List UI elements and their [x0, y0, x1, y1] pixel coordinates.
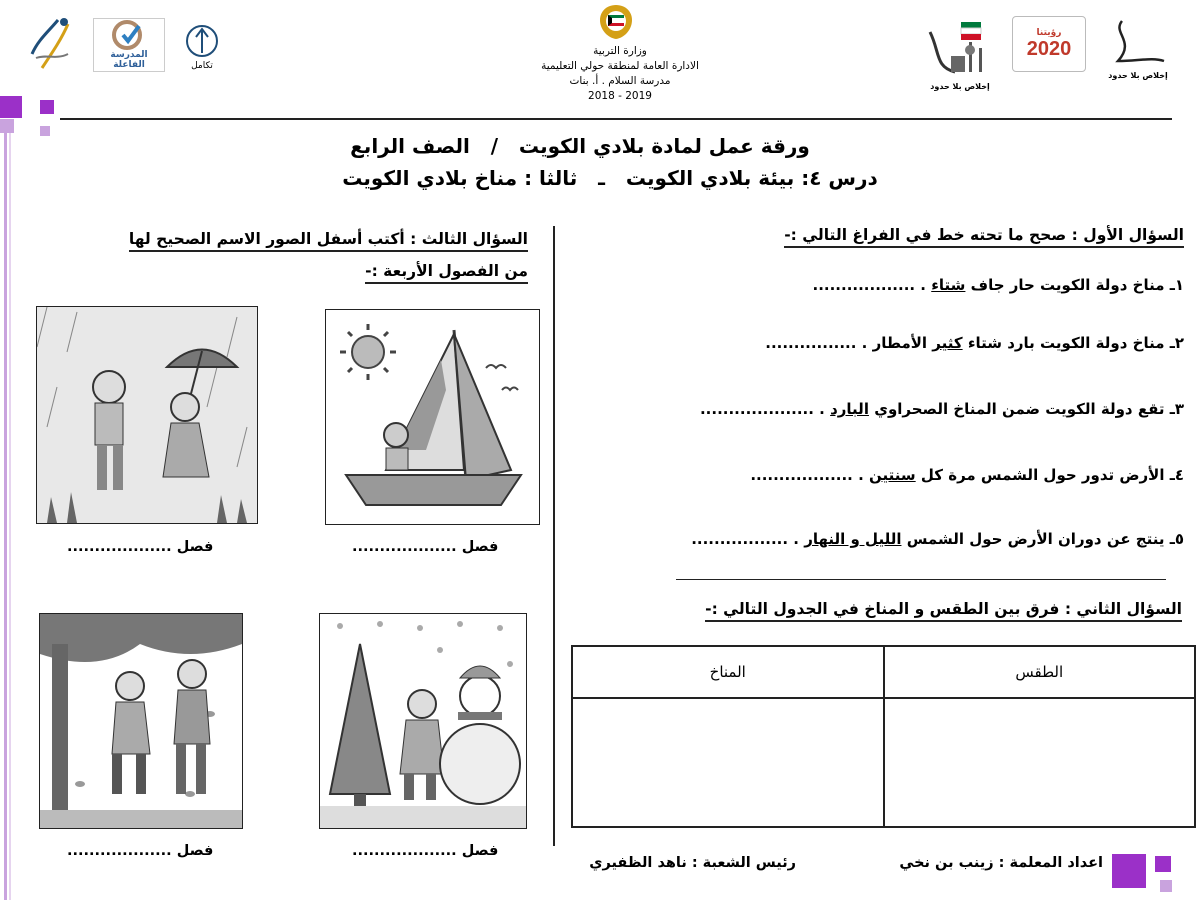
- underlined-word: البارد: [830, 400, 869, 418]
- logo-text: المدرسة الفاعلة: [110, 50, 148, 70]
- ikhlas-skyline-logo: [922, 8, 998, 94]
- season-caption[interactable]: فصل ...................: [67, 843, 214, 859]
- q1-item: [691, 530, 1184, 548]
- header-divider: [60, 118, 1172, 120]
- logo-text: 2020: [1026, 37, 1072, 60]
- question-3-title-line2: [365, 262, 528, 284]
- question-2-title: [705, 600, 1182, 622]
- decoration-square: [1155, 856, 1171, 872]
- season-caption[interactable]: فصل ...................: [352, 539, 499, 555]
- season-caption[interactable]: فصل ...................: [67, 539, 214, 555]
- kuwait-emblem: [596, 2, 636, 42]
- ministry-name: وزارة التربية: [593, 45, 647, 57]
- question-1-text: السؤال الأول : صحح ما تحته خط في الفراغ التالي :-: [784, 226, 1184, 244]
- directorate-name: الادارة العامة لمنطقة حولي التعليمية: [541, 60, 699, 72]
- weather-answer-cell[interactable]: [884, 698, 1196, 827]
- q1-item: [700, 400, 1184, 418]
- item-text: ١ـ مناخ دولة الكويت حار جاف: [965, 276, 1184, 294]
- worksheet-title: ورقة عمل لمادة بلادي الكويت / الصف الرابع: [350, 134, 810, 158]
- underlined-word: الليل و النهار: [804, 530, 902, 548]
- question-3-line1: السؤال الثالث : أكتب أسفل الصور الاسم الصحيح لها: [129, 230, 528, 252]
- question-2-text: السؤال الثاني : فرق بين الطقس و المناخ في الجدول التالي :-: [705, 600, 1182, 618]
- weather-header: الطقس: [884, 646, 1196, 698]
- swimmer-logo: [28, 14, 76, 76]
- vision-2020-logo: [1012, 16, 1086, 72]
- decoration-square: [40, 126, 50, 136]
- spring-image: [36, 306, 258, 524]
- summer-image: [325, 309, 540, 525]
- answer-blank[interactable]: . ..................: [812, 276, 932, 294]
- logo-text: تكامل: [191, 61, 213, 71]
- decoration-stripe: [4, 133, 7, 900]
- q1-item: [765, 334, 1184, 352]
- logo-text: إخلاص بلا حدود: [930, 81, 990, 91]
- school-name: مدرسة السلام . أ. بنات: [569, 75, 671, 87]
- weather-climate-table: [571, 645, 1196, 828]
- underlined-word: كثير: [932, 334, 963, 352]
- lesson-title: درس ٤: بيئة بلادي الكويت ـ ثالثا : مناخ بلادي الكويت: [342, 166, 878, 190]
- takamul-logo: [180, 18, 224, 76]
- department-head-credit: رئيس الشعبة : ناهد الظفيري: [589, 855, 796, 871]
- question-3-line2: من الفصول الأربعة :-: [365, 262, 528, 284]
- column-divider: [553, 226, 555, 846]
- effective-school-logo: [93, 18, 165, 72]
- logo-text: إخلاص بلا حدود: [1108, 70, 1168, 80]
- climate-answer-cell[interactable]: [572, 698, 884, 827]
- question-3-title: [129, 230, 528, 252]
- item-text: ٢ـ مناخ دولة الكويت بارد شتاء: [962, 334, 1184, 352]
- q1-item: [750, 466, 1184, 484]
- autumn-image: [39, 613, 243, 829]
- q1-item: [813, 276, 1184, 294]
- teacher-credit: اعداد المعلمة : زينب بن نخي: [899, 855, 1103, 871]
- logo-text: رؤيتنا: [1036, 27, 1062, 38]
- decoration-square: [0, 96, 22, 118]
- section-divider: [676, 579, 1166, 580]
- decoration-square: [40, 100, 54, 114]
- item-text: ٥ـ ينتج عن دوران الأرض حول الشمس: [901, 530, 1184, 548]
- question-1-title: [784, 226, 1184, 248]
- decoration-square: [1112, 854, 1146, 888]
- decoration-square: [1160, 880, 1172, 892]
- season-caption[interactable]: فصل ...................: [352, 843, 499, 859]
- decoration-square: [0, 119, 14, 133]
- ikhlas-logo: [1100, 10, 1176, 86]
- answer-blank[interactable]: . ....................: [699, 400, 831, 418]
- climate-header: المناخ: [572, 646, 884, 698]
- item-text: ٣ـ تقع دولة الكويت ضمن المناخ الصحراوي: [868, 400, 1184, 418]
- answer-blank[interactable]: . .................: [691, 530, 805, 548]
- ministry-header: [500, 44, 740, 104]
- school-year: 2018 - 2019: [588, 90, 652, 102]
- answer-blank[interactable]: . ..................: [750, 466, 870, 484]
- item-text: ٤ـ الأرض تدور حول الشمس مرة كل: [915, 466, 1184, 484]
- underlined-word: سنتين: [869, 466, 916, 484]
- underlined-word: شتاء: [931, 276, 966, 294]
- winter-image: [319, 613, 527, 829]
- answer-blank[interactable]: الأمطار . ................: [765, 334, 933, 352]
- decoration-stripe: [9, 133, 11, 900]
